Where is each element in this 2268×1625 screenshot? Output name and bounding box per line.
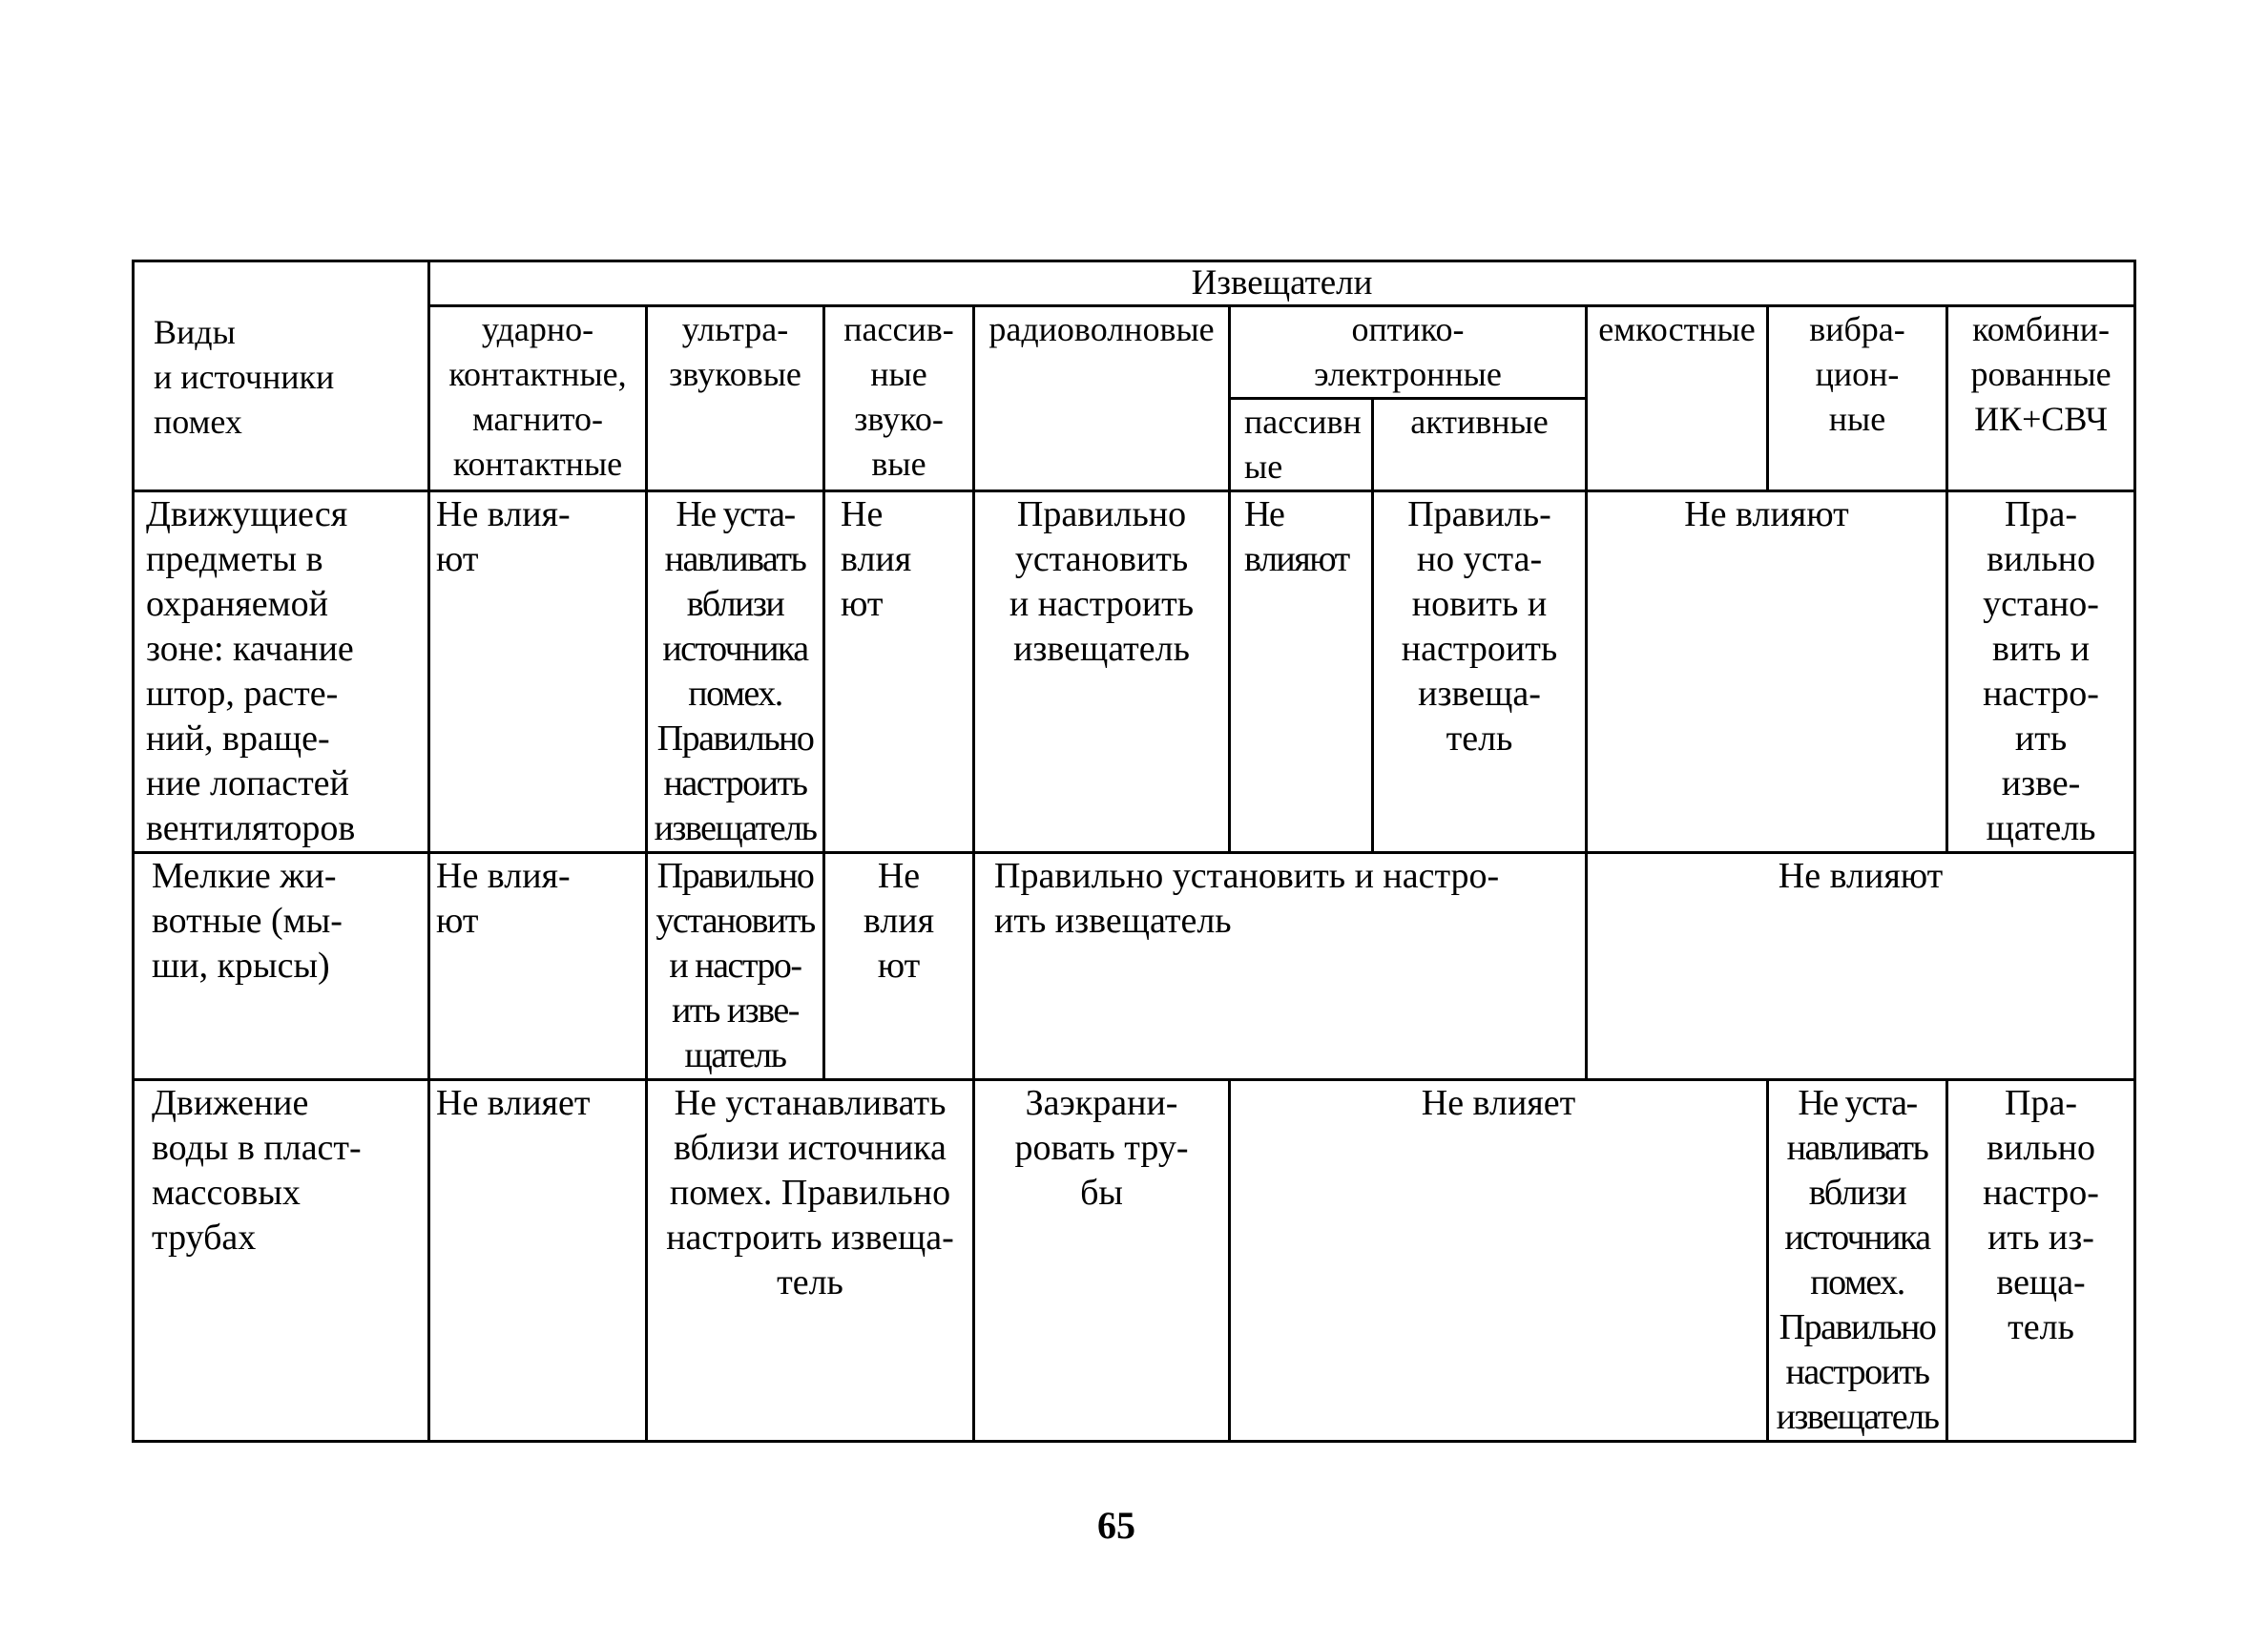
row-3-shock xyxy=(429,1080,647,1442)
col-capacitive-label: емкостные xyxy=(1598,310,1756,348)
row-2-passive-sound xyxy=(824,853,974,1080)
col-opto-active-label: активные xyxy=(1410,403,1549,441)
page-number: 65 xyxy=(1097,1504,1135,1547)
row-2-name-text: Мелкие жи- вотные (мы- ши, крысы) xyxy=(152,856,343,986)
row-header: Виды и источники помех xyxy=(154,313,335,441)
row-3-vibration xyxy=(1768,1080,1947,1442)
row-1-shock xyxy=(429,491,647,853)
row-1-ultrasonic xyxy=(647,491,824,853)
row-2-shock-text: Не влия- ют xyxy=(436,856,571,941)
row-2-ultrasonic xyxy=(647,853,824,1080)
row-1-radiowave-text: Правильно установить и настроить извещатель xyxy=(1009,494,1195,669)
row-3-vibration-text: Не уста- навливать вблизи источника помех. Правильно настроить извещатель xyxy=(1776,1083,1939,1437)
row-1-combined-text: Пра- вильно устано- вить и настро- ить изве- щатель xyxy=(1983,494,2099,848)
row-3-radiowave-text: Заэкрани- ровать тру- бы xyxy=(1014,1083,1189,1213)
row-2-ultrasonic-text: Правильно установить и настро- ить изве- щатель xyxy=(655,856,815,1075)
row-1-opto-passive-text: Не влияют xyxy=(1244,494,1349,579)
row-1-name xyxy=(134,491,429,853)
row-1-ultrasonic-text: Не уста- навливать вблизи источника помех. Правильно настроить извещатель xyxy=(654,494,817,848)
row-2-capacitive-combined xyxy=(1587,853,2135,1080)
row-1-radiowave xyxy=(974,491,1230,853)
row-1-capacitive-vibration-text: Не влияют xyxy=(1684,494,1849,534)
row-2-shock xyxy=(429,853,647,1080)
col-shock xyxy=(429,306,647,491)
col-combined-label: комбини- рованные ИК+СВЧ xyxy=(1970,310,2112,438)
row-1-opto-active-text: Правиль- но уста- новить и настроить извеща- тель xyxy=(1401,494,1558,759)
row-2-radiowave-opto xyxy=(974,853,1587,1080)
row-3-combined-text: Пра- вильно настро- ить из- веща- тель xyxy=(1983,1083,2099,1347)
row-2-radiowave-opto-text: Правильно установить и настро- ить извещатель xyxy=(994,856,1500,941)
col-radiowave xyxy=(974,306,1230,491)
col-capacitive xyxy=(1587,306,1768,491)
group-header-cell xyxy=(429,261,2135,306)
row-1-opto-active xyxy=(1373,491,1587,853)
row-2-name xyxy=(134,853,429,1080)
col-combined xyxy=(1947,306,2135,491)
row-1-passive-sound xyxy=(824,491,974,853)
group-header: Извещатели xyxy=(1191,263,1373,302)
col-passive-sound-label: пассив- ные звуко- вые xyxy=(843,310,954,483)
col-optoelectronic xyxy=(1230,306,1587,399)
row-1-opto-passive xyxy=(1230,491,1373,853)
col-shock-label: ударно- контактные, магнито- контактные xyxy=(448,310,627,483)
row-1-name-text: Движущиеся предметы в охраняемой зоне: качание штор, расте- ний, враще- ние лопастей вентиляторов xyxy=(146,494,356,848)
col-radiowave-label: радиоволновые xyxy=(988,310,1215,348)
col-opto-active xyxy=(1373,399,1587,491)
interference-table xyxy=(132,260,2136,1443)
row-1-shock-text: Не влия- ют xyxy=(436,494,571,579)
col-passive-sound xyxy=(824,306,974,491)
row-3-combined xyxy=(1947,1080,2135,1442)
row-1-capacitive-vibration xyxy=(1587,491,1947,853)
col-vibration xyxy=(1768,306,1947,491)
row-1-combined xyxy=(1947,491,2135,853)
col-optoelectronic-label: оптико- электронные xyxy=(1314,310,1502,393)
col-opto-passive xyxy=(1230,399,1373,491)
row-header-cell xyxy=(134,261,429,491)
col-ultrasonic-label: ультра- звуковые xyxy=(669,310,801,393)
row-3-shock-text: Не влияет xyxy=(436,1083,591,1123)
row-3-ultrasonic-sound xyxy=(647,1080,974,1442)
row-2-passive-sound-text: Не влия ют xyxy=(863,856,935,986)
row-3-name xyxy=(134,1080,429,1442)
row-3-name-text: Движение воды в пласт- массовых трубах xyxy=(152,1083,362,1258)
row-3-radiowave xyxy=(974,1080,1230,1442)
row-3-opto-capacitive-text: Не влияет xyxy=(1421,1083,1576,1123)
col-vibration-label: вибра- цион- ные xyxy=(1809,310,1905,438)
col-ultrasonic xyxy=(647,306,824,491)
row-3-ultrasonic-sound-text: Не устанавливать вблизи источника помех. Правильно настроить извеща- тель xyxy=(666,1083,954,1302)
row-2-capacitive-combined-text: Не влияют xyxy=(1778,856,1944,896)
row-3-opto-capacitive xyxy=(1230,1080,1768,1442)
col-opto-passive-label: пассивн ые xyxy=(1244,403,1362,486)
row-1-passive-sound-text: Не влия ют xyxy=(841,494,912,624)
